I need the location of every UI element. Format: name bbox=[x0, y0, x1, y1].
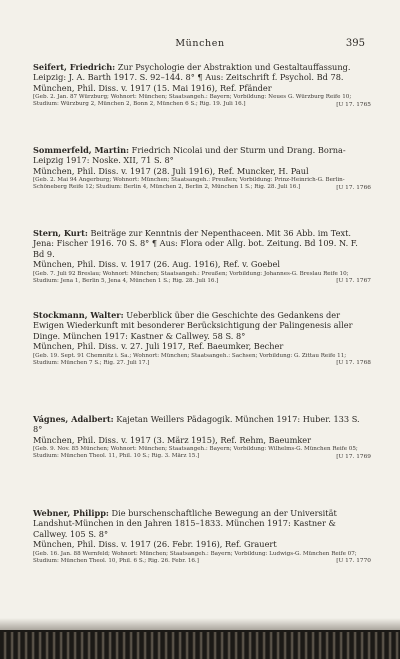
entry-shelfmark: [U 17. 1765 bbox=[336, 101, 371, 108]
entry-note: [Geb. 2. Jan. 87 Würzburg; Wohnort: München; Staatsangeh.: Bayern; Vorbildung: Neues G. Würzburg Reife 10; Studium: Würzburg 2, München 2, Bonn 2, München 6 S.; Rig. 19. Juli 16.] bbox=[33, 94, 352, 108]
entry-shelfmark: [U 17. 1766 bbox=[336, 184, 371, 191]
entry-title-text: Die burschenschaftliche Bewegung an der Universität Landshut-München in den Jahren 1815–1833. München 1917: Kastner & Callwey. 105 S. 8° bbox=[33, 508, 337, 539]
page-number: 395 bbox=[345, 38, 365, 49]
entry-title-text: Zur Psychologie der Abstraktion und Gestaltauffassung. Leipzig: J. A. Barth 1917. S. 92–144. 8° ¶ Aus: Zeitschrift f. Psychol. Bd 78. bbox=[33, 62, 351, 83]
catalog-entry bbox=[33, 228, 371, 285]
entry-note: [Geb. 9. Nov. 85 München; Wohnort: München; Staatsangeh.: Bayern; Vorbildung: Wilhelms-G. München Reife 05; Studium: München Theol. 11, Phil. 10 S.; Rig. 3. März 15.] bbox=[33, 446, 358, 460]
entry-dissertation: München, Phil. Diss. v. 1917 (28. Juli 1916), Ref. Muncker, H. Paul bbox=[33, 165, 309, 176]
entry-author: Vágnes, Adalbert: bbox=[33, 414, 114, 424]
entry-author: Sommerfeld, Martin: bbox=[33, 145, 130, 155]
entry-note: [Geb. 16. Jan. 88 Wernfeld; Wohnort: München; Staatsangeh.: Bayern; Vorbildung: Ludwigs-G. München Reife 07; Studium: München Theol. 10, Phil. 6 S.; Rig. 26. Febr. 16.] bbox=[33, 550, 357, 564]
entry-shelfmark: [U 17. 1767 bbox=[336, 278, 371, 285]
entry-shelfmark: [U 17. 1770 bbox=[336, 558, 371, 565]
catalog-entry bbox=[33, 62, 371, 109]
entry-title bbox=[33, 310, 371, 341]
entry-shelfmark: [U 17. 1769 bbox=[336, 453, 371, 460]
entry-note: [Geb. 19. Sept. 91 Chemnitz i. Sa.; Wohnort: München; Staatsangeh.: Sachsen; Vorbildung: G. Zittau Reife 11; Studium: München 7 S.; Rig. 27. Juli 17.] bbox=[33, 352, 347, 366]
entry-author: Webner, Philipp: bbox=[33, 508, 109, 518]
catalog-entry bbox=[33, 508, 371, 565]
entry-dissertation: München, Phil. Diss. v. 1917 (15. Mai 1916), Ref. Pfänder bbox=[33, 82, 272, 93]
entry-author: Seifert, Friedrich: bbox=[33, 62, 116, 72]
catalog-entry bbox=[33, 414, 371, 461]
entry-note: [Geb. 2. Mai 94 Angerburg; Wohnort: München; Staatsangeh.: Preußen; Vorbildung: Prinz-Heinrich-G. Berlin-Schöneberg Reife 12; Studium: Berlin 4, München 2, Berlin 2, München 1 S.; Rig. 28. Juli 16.] bbox=[33, 177, 345, 191]
entry-author: Stockmann, Walter: bbox=[33, 310, 124, 320]
page-header bbox=[0, 38, 400, 52]
entry-title-text: Beiträge zur Kenntnis der Nepenthaceen. Mit 36 Abb. im Text. Jena: Fischer 1916. 70 S. 8° ¶ Aus: Flora oder Allg. bot. Zeitung. Bd 109. N. F. Bd 9. bbox=[33, 228, 358, 259]
entry-title bbox=[33, 228, 371, 259]
entry-author: Stern, Kurt: bbox=[33, 228, 88, 238]
entry-title-text: Kajetan Weillers Pädagogik. München 1917: Huber. 133 S. 8° bbox=[33, 414, 360, 435]
entry-title bbox=[33, 62, 371, 83]
entry-title bbox=[33, 145, 371, 166]
entry-dissertation: München, Phil. Diss. v. 1917 (26. Aug. 1916), Ref. v. Goebel bbox=[33, 259, 280, 270]
entry-shelfmark: [U 17. 1768 bbox=[336, 360, 371, 367]
entry-dissertation: München, Phil. Diss. v. 27. Juli 1917, Ref. Baeumker, Becher bbox=[33, 341, 284, 352]
entry-title bbox=[33, 508, 371, 539]
entry-note: [Geb. 7. Juli 92 Breslau; Wohnort: München; Staatsangeh.: Preußen; Vorbildung: Johannes-G. Breslau Reife 10; Studium: Jena 1, Berlin 5, Jena 4, München 1 S.; Rig. 28. Juli 16.] bbox=[33, 270, 349, 284]
entry-title-text: Ueberblick über die Geschichte des Gedankens der Ewigen Wiederkunft mit besonderer Berücksichtigung der Palingenesis aller Dinge. München 1917: Kastner & Callwey. 58 S. 8° bbox=[33, 310, 353, 341]
entry-dissertation: München, Phil. Diss. v. 1917 (26. Febr. 1916), Ref. Grauert bbox=[33, 539, 277, 550]
entry-title bbox=[33, 414, 371, 435]
entry-title-text: Friedrich Nicolai und der Sturm und Drang. Borna-Leipzig 1917: Noske. XII, 71 S. 8° bbox=[33, 145, 346, 166]
running-title: München bbox=[175, 38, 225, 49]
scan-binding-edge bbox=[0, 630, 400, 659]
catalog-entry bbox=[33, 145, 371, 192]
entry-dissertation: München, Phil. Diss. v. 1917 (3. März 1915), Ref. Rehm, Baeumker bbox=[33, 434, 312, 445]
catalog-entry bbox=[33, 310, 371, 367]
